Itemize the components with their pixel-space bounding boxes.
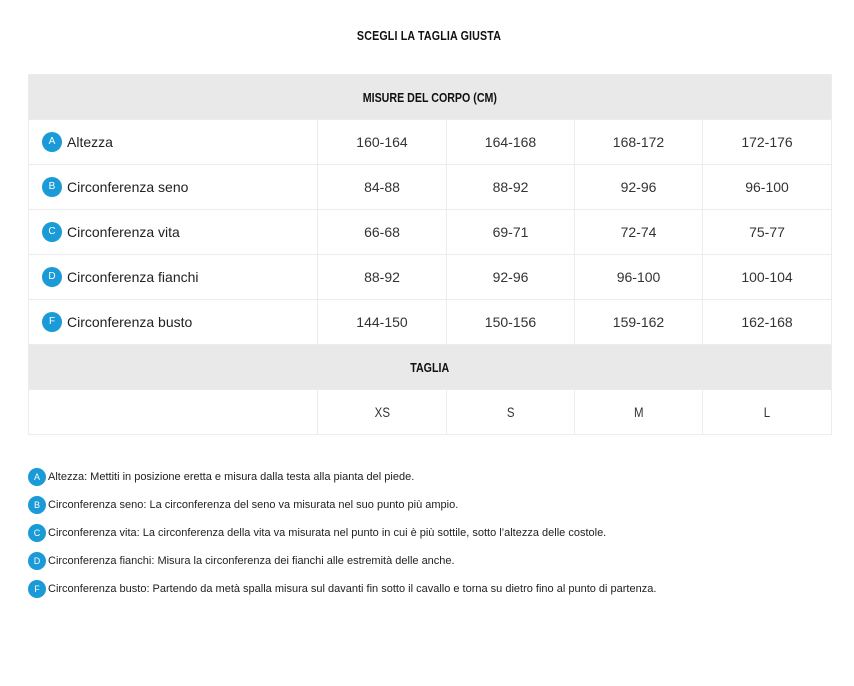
letter-c-badge-icon: C: [28, 524, 46, 542]
table-cell: 92-96: [575, 165, 703, 210]
table-cell: 96-100: [575, 255, 703, 300]
table-cell: 84-88: [318, 165, 447, 210]
note-item: A Altezza: Mettiti in posizione eretta e misura dalla testa alla pianta del piede.: [28, 463, 656, 491]
table-cell: 72-74: [575, 210, 703, 255]
table-cell: 144-150: [318, 300, 447, 345]
letter-b-badge-icon: B: [28, 496, 46, 514]
size-row: [29, 390, 832, 435]
body-measurements-header-row: [29, 75, 832, 120]
table-cell: 159-162: [575, 300, 703, 345]
note-item: C Circonferenza vita: La circonferenza della vita va misurata nel punto in cui è più sottile, sotto l’altezza delle costole.: [28, 519, 656, 547]
table-cell: 164-168: [447, 120, 575, 165]
row-label: D Circonferenza fianchi: [29, 255, 318, 300]
letter-a-badge-icon: A: [28, 468, 46, 486]
table-cell: 92-96: [447, 255, 575, 300]
note-item: F Circonferenza busto: Partendo da metà spalla misura sul davanti fin sotto il cavallo e torna su dietro fino al punto di partenza.: [28, 575, 656, 603]
letter-f-badge-icon: F: [28, 580, 46, 598]
table-cell: 88-92: [318, 255, 447, 300]
row-label: C Circonferenza vita: [29, 210, 318, 255]
note-item: D Circonferenza fianchi: Misura la circonferenza dei fianchi alle estremità delle anche.: [28, 547, 656, 575]
table-row: [29, 300, 832, 345]
size-cell: M: [575, 390, 703, 435]
table-row: [29, 165, 832, 210]
size-cell: S: [447, 390, 575, 435]
letter-a-badge-icon: A: [42, 132, 62, 152]
size-header-row: [29, 345, 832, 390]
table-cell: 88-92: [447, 165, 575, 210]
table-cell: 69-71: [447, 210, 575, 255]
size-chart-table: [28, 74, 832, 435]
size-row-empty-cell: [29, 390, 318, 435]
table-cell: 96-100: [703, 165, 832, 210]
row-label: F Circonferenza busto: [29, 300, 318, 345]
table-row: [29, 120, 832, 165]
table-cell: 172-176: [703, 120, 832, 165]
table-row: [29, 255, 832, 300]
row-label: A Altezza: [29, 120, 318, 165]
note-item: B Circonferenza seno: La circonferenza del seno va misurata nel suo punto più ampio.: [28, 491, 656, 519]
letter-f-badge-icon: F: [42, 312, 62, 332]
body-measurements-header: MISURE DEL CORPO (CM): [29, 75, 832, 120]
table-cell: 66-68: [318, 210, 447, 255]
table-cell: 160-164: [318, 120, 447, 165]
size-cell: L: [703, 390, 832, 435]
letter-d-badge-icon: D: [42, 267, 62, 287]
size-header: TAGLIA: [29, 345, 832, 390]
letter-c-badge-icon: C: [42, 222, 62, 242]
table-cell: 100-104: [703, 255, 832, 300]
letter-b-badge-icon: B: [42, 177, 62, 197]
table-cell: 168-172: [575, 120, 703, 165]
table-cell: 75-77: [703, 210, 832, 255]
table-cell: 162-168: [703, 300, 832, 345]
measurement-notes: [28, 463, 656, 603]
size-cell: XS: [318, 390, 447, 435]
table-row: [29, 210, 832, 255]
row-label: B Circonferenza seno: [29, 165, 318, 210]
letter-d-badge-icon: D: [28, 552, 46, 570]
table-cell: 150-156: [447, 300, 575, 345]
page-title: SCEGLI LA TAGLIA GIUSTA: [356, 28, 502, 43]
